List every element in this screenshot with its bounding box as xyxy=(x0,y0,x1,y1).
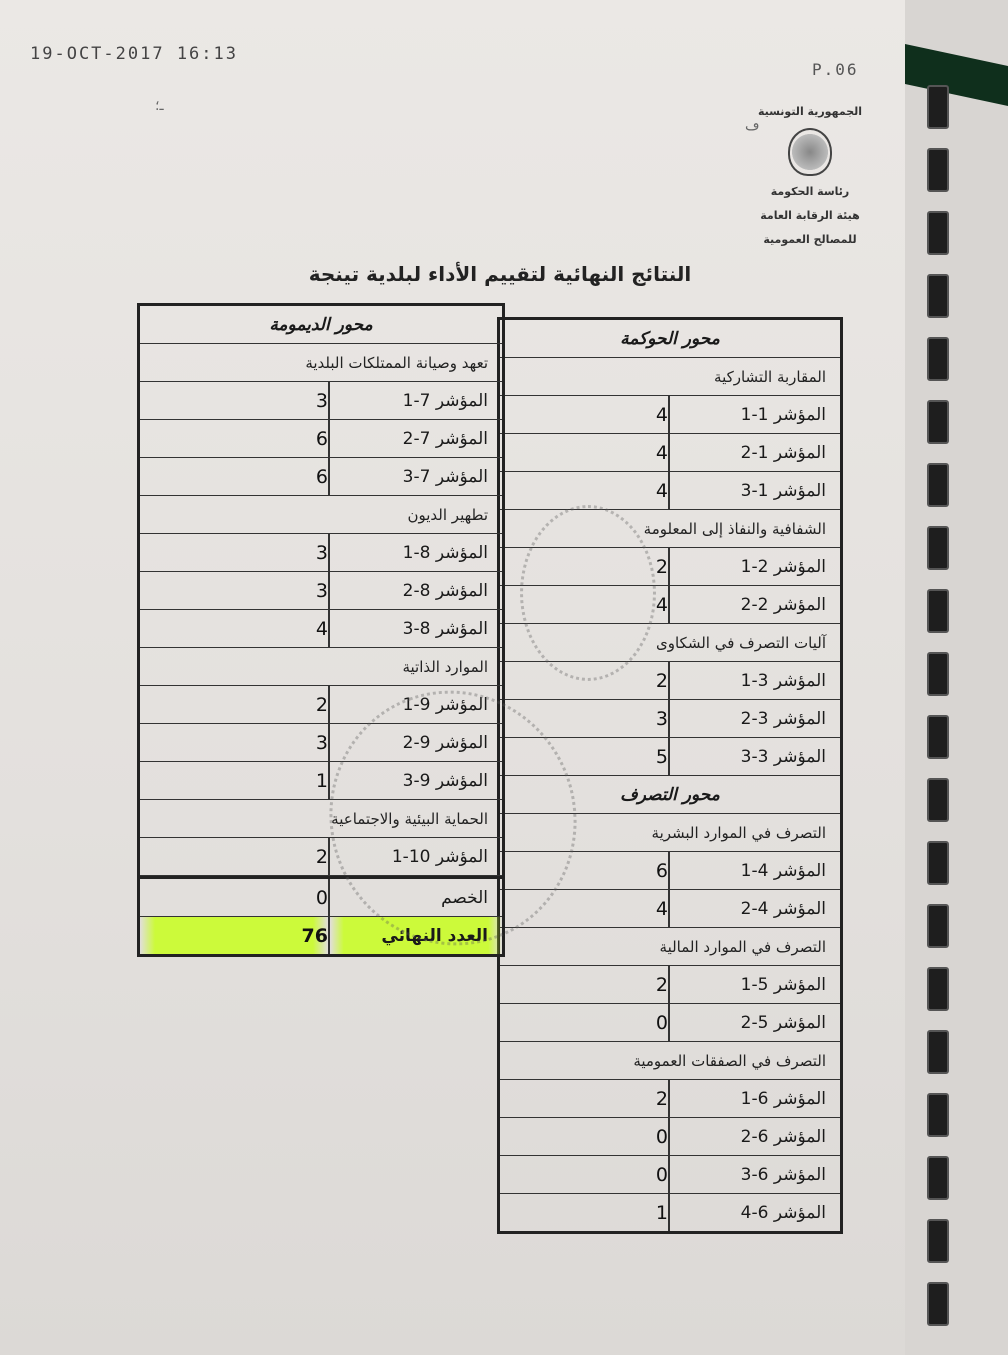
indicator-label: المؤشر 10-1 xyxy=(391,846,488,867)
indicator-label: المؤشر 1-1 xyxy=(740,404,826,425)
indicator-label: المؤشر 5-2 xyxy=(740,1012,826,1033)
indicator-label: المؤشر 9-2 xyxy=(402,732,488,753)
binder-hole xyxy=(927,1282,949,1326)
binder-hole xyxy=(927,589,949,633)
binder-hole xyxy=(927,715,949,759)
binder-hole xyxy=(927,1156,949,1200)
indicator-label: المؤشر 8-3 xyxy=(402,618,488,639)
letterhead-line2: رئاسة الحكومة xyxy=(770,185,850,198)
section-title: الحماية البيئية والاجتماعية xyxy=(331,809,488,828)
indicator-score: 3 xyxy=(140,572,330,609)
section-title: التصرف في الموارد المالية xyxy=(659,937,826,956)
indicator-score: 5 xyxy=(500,738,670,775)
indicator-score: 0 xyxy=(140,879,330,916)
indicator-label: المؤشر 4-1 xyxy=(740,860,826,881)
indicator-label: المؤشر 4-2 xyxy=(740,898,826,919)
indicator-score: 4 xyxy=(140,610,330,647)
table-row xyxy=(500,434,840,472)
binder-hole xyxy=(927,526,949,570)
indicator-score: 2 xyxy=(500,966,670,1003)
indicator-label: المؤشر 2-2 xyxy=(740,594,826,615)
indicator-label: المؤشر 3-3 xyxy=(740,746,826,767)
indicator-score: 3 xyxy=(140,534,330,571)
binder-edge xyxy=(905,0,1008,1355)
table-row xyxy=(500,1156,840,1194)
indicator-label: الخصم xyxy=(441,887,488,908)
section-title: المقاربة التشاركية xyxy=(714,367,826,386)
indicator-label: العدد النهائي xyxy=(330,917,502,954)
binder-hole xyxy=(927,652,949,696)
indicator-score: 0 xyxy=(500,1004,670,1041)
table-row xyxy=(140,420,502,458)
binder-hole xyxy=(927,148,949,192)
indicator-score: 4 xyxy=(500,472,670,509)
page-number: P.06 xyxy=(812,60,859,79)
binder-hole xyxy=(927,841,949,885)
table-row xyxy=(500,1194,840,1231)
indicator-label: المؤشر 6-3 xyxy=(740,1164,826,1185)
indicator-label: المؤشر 3-2 xyxy=(740,708,826,729)
section-title: آليات التصرف في الشكاوى xyxy=(656,633,826,652)
table-row xyxy=(500,1118,840,1156)
indicator-score: 76 xyxy=(140,917,330,954)
indicator-score: 0 xyxy=(500,1156,670,1193)
indicator-label: المؤشر 8-2 xyxy=(402,580,488,601)
indicator-score: 4 xyxy=(500,586,670,623)
stamp-mark xyxy=(520,505,656,681)
indicator-label: المؤشر 1-3 xyxy=(740,480,826,501)
axis-header: محور التصرف xyxy=(620,784,720,805)
section-title: تعهد وصيانة الممتلكات البلدية xyxy=(305,353,488,372)
letterhead-line4: للمصالح العمومية xyxy=(763,233,857,246)
letterhead-country: الجمهورية التونسية xyxy=(757,105,863,118)
indicator-score: 1 xyxy=(140,762,330,799)
section-title-row xyxy=(500,928,840,966)
indicator-score: 6 xyxy=(140,458,330,495)
indicator-score: 4 xyxy=(500,396,670,433)
table-row xyxy=(500,662,840,700)
table-row xyxy=(500,1004,840,1042)
table-row xyxy=(500,396,840,434)
indicator-score: 2 xyxy=(140,838,330,875)
indicator-label: المؤشر 8-1 xyxy=(402,542,488,563)
indicator-label: المؤشر 9-1 xyxy=(402,694,488,715)
binder-hole xyxy=(927,1093,949,1137)
table-row xyxy=(140,382,502,420)
table-row xyxy=(500,700,840,738)
indicator-label: المؤشر 7-3 xyxy=(402,466,488,487)
indicator-label: المؤشر 1-2 xyxy=(740,442,826,463)
letterhead xyxy=(740,100,880,252)
binder-tab xyxy=(905,44,1008,106)
indicator-label: المؤشر 3-1 xyxy=(740,670,826,691)
handwritten-mark: ڡ xyxy=(745,118,760,134)
section-title: التصرف في الموارد البشرية xyxy=(651,823,826,842)
table-row xyxy=(140,458,502,496)
binder-hole xyxy=(927,904,949,948)
axis-header: محور الديمومة xyxy=(269,314,373,335)
table-row xyxy=(140,572,502,610)
binder-hole xyxy=(927,400,949,444)
table-row xyxy=(500,1080,840,1118)
indicator-label: المؤشر 6-2 xyxy=(740,1126,826,1147)
document-title: النتائج النهائية لتقييم الأداء لبلدية تينجة xyxy=(308,262,692,286)
binder-hole xyxy=(927,337,949,381)
indicator-label: المؤشر 5-1 xyxy=(740,974,826,995)
indicator-score: 4 xyxy=(500,434,670,471)
binder-hole xyxy=(927,211,949,255)
binder-hole xyxy=(927,1030,949,1074)
section-title-row xyxy=(500,1042,840,1080)
indicator-score: 0 xyxy=(500,1118,670,1155)
table-row xyxy=(500,472,840,510)
indicator-score: 2 xyxy=(140,686,330,723)
letterhead-line3: هيئة الرقابة العامة xyxy=(760,209,860,222)
indicator-label: المؤشر 9-3 xyxy=(402,770,488,791)
section-title: التصرف في الصفقات العمومية xyxy=(633,1051,826,1070)
indicator-score: 3 xyxy=(140,724,330,761)
binder-hole xyxy=(927,274,949,318)
indicator-label: المؤشر 6-4 xyxy=(740,1202,826,1223)
indicator-score: 2 xyxy=(500,1080,670,1117)
indicator-score: 2 xyxy=(500,662,670,699)
binder-hole xyxy=(927,1219,949,1263)
handwritten-mark: ـ؛ xyxy=(155,98,164,114)
table-row xyxy=(500,966,840,1004)
indicator-label: المؤشر 7-1 xyxy=(402,390,488,411)
indicator-score: 4 xyxy=(500,890,670,927)
axis-header-row xyxy=(140,306,502,344)
section-title-row xyxy=(140,648,502,686)
section-title: الشفافية والنفاذ إلى المعلومة xyxy=(643,519,826,538)
section-title-row xyxy=(140,344,502,382)
indicator-score: 6 xyxy=(500,852,670,889)
binder-hole xyxy=(927,85,949,129)
indicator-score: 3 xyxy=(500,700,670,737)
section-title-row xyxy=(500,358,840,396)
axis-header-row xyxy=(500,320,840,358)
section-title: الموارد الذاتية xyxy=(402,657,488,676)
indicator-label: المؤشر 6-1 xyxy=(740,1088,826,1109)
binder-hole xyxy=(927,967,949,1011)
axis-header: محور الحوكمة xyxy=(620,328,720,349)
indicator-score: 3 xyxy=(140,382,330,419)
table-row xyxy=(140,610,502,648)
binder-hole xyxy=(927,778,949,822)
section-title-row xyxy=(140,496,502,534)
indicator-label: المؤشر 2-1 xyxy=(740,556,826,577)
table-row xyxy=(140,534,502,572)
indicator-label: المؤشر 7-2 xyxy=(402,428,488,449)
republic-emblem-icon xyxy=(788,128,832,176)
fax-header: 19-OCT-2017 16:13 xyxy=(30,44,238,64)
binder-hole xyxy=(927,463,949,507)
indicator-score: 1 xyxy=(500,1194,670,1231)
indicator-score: 2 xyxy=(500,548,670,585)
section-title: تطهير الديون xyxy=(407,505,488,524)
indicator-score: 6 xyxy=(140,420,330,457)
